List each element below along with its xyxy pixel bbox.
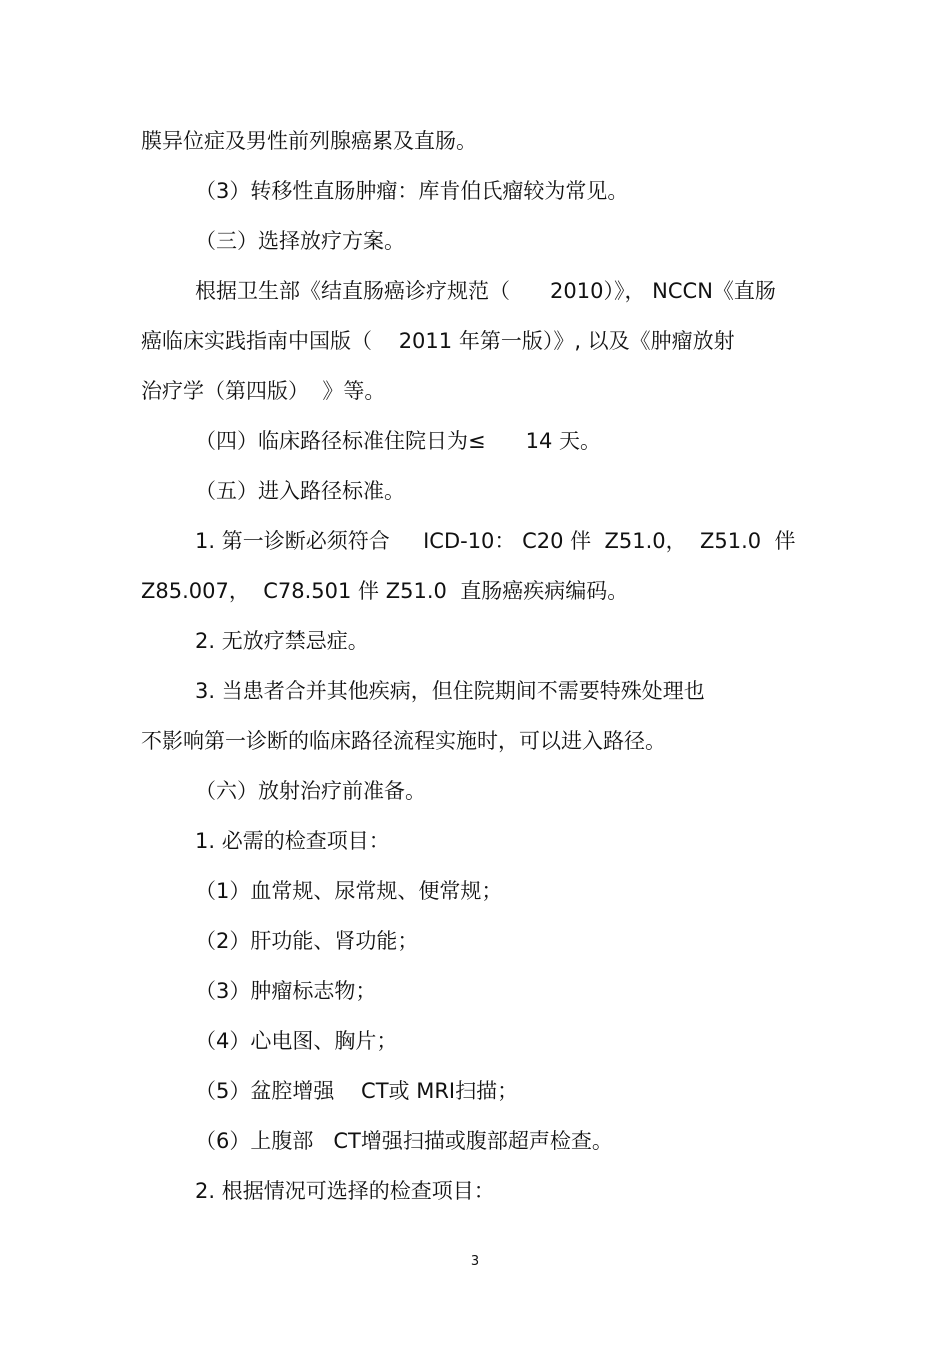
page-number: 3: [470, 1254, 480, 1269]
text-line-6: 治疗学（第四版） 》等。: [141, 379, 386, 403]
text-line-11: 2. 无放疗禁忌症。: [195, 629, 369, 653]
text-line-2: （3）转移性直肠肿瘤：库肯伯氏瘤较为常见。: [195, 179, 629, 203]
list-item-6: （6）上腹部 CT增强扫描或腹部超声检查。: [195, 1129, 613, 1153]
section-heading-4: （四）临床路径标准住院日为≤ 14 天。: [195, 429, 602, 453]
text-line-4: 根据卫生部《结直肠癌诊疗规范（ 2010）》， NCCN《直肠: [195, 279, 776, 303]
list-item-3: （3）肿瘤标志物；: [195, 979, 377, 1003]
text-line-13: 不影响第一诊断的临床路径流程实施时，可以进入路径。: [141, 729, 666, 753]
section-heading-6: （六）放射治疗前准备。: [195, 779, 426, 803]
list-item-4: （4）心电图、胸片；: [195, 1029, 398, 1053]
list-item-1: （1）血常规、尿常规、便常规；: [195, 879, 503, 903]
text-line-22: 2. 根据情况可选择的检查项目：: [195, 1179, 495, 1203]
text-line-15: 1. 必需的检查项目：: [195, 829, 390, 853]
text-line-10: Z85.007， C78.501 伴 Z51.0 直肠癌疾病编码。: [141, 579, 629, 603]
text-line-5: 癌临床实践指南中国版（ 2011 年第一版）》, 以及《肿瘤放射: [141, 329, 735, 353]
text-line-9: 1. 第一诊断必须符合 ICD-10： C20 伴 Z51.0， Z51.0 伴: [195, 529, 796, 553]
text-line-12: 3. 当患者合并其他疾病，但住院期间不需要特殊处理也: [195, 679, 705, 703]
section-heading-3: （三）选择放疗方案。: [195, 229, 405, 253]
list-item-5: （5）盆腔增强 CT或 MRI扫描；: [195, 1079, 519, 1103]
list-item-2: （2）肝功能、肾功能；: [195, 929, 419, 953]
section-heading-5: （五）进入路径标准。: [195, 479, 405, 503]
text-line-1: 膜异位症及男性前列腺癌累及直肠。: [141, 129, 477, 153]
